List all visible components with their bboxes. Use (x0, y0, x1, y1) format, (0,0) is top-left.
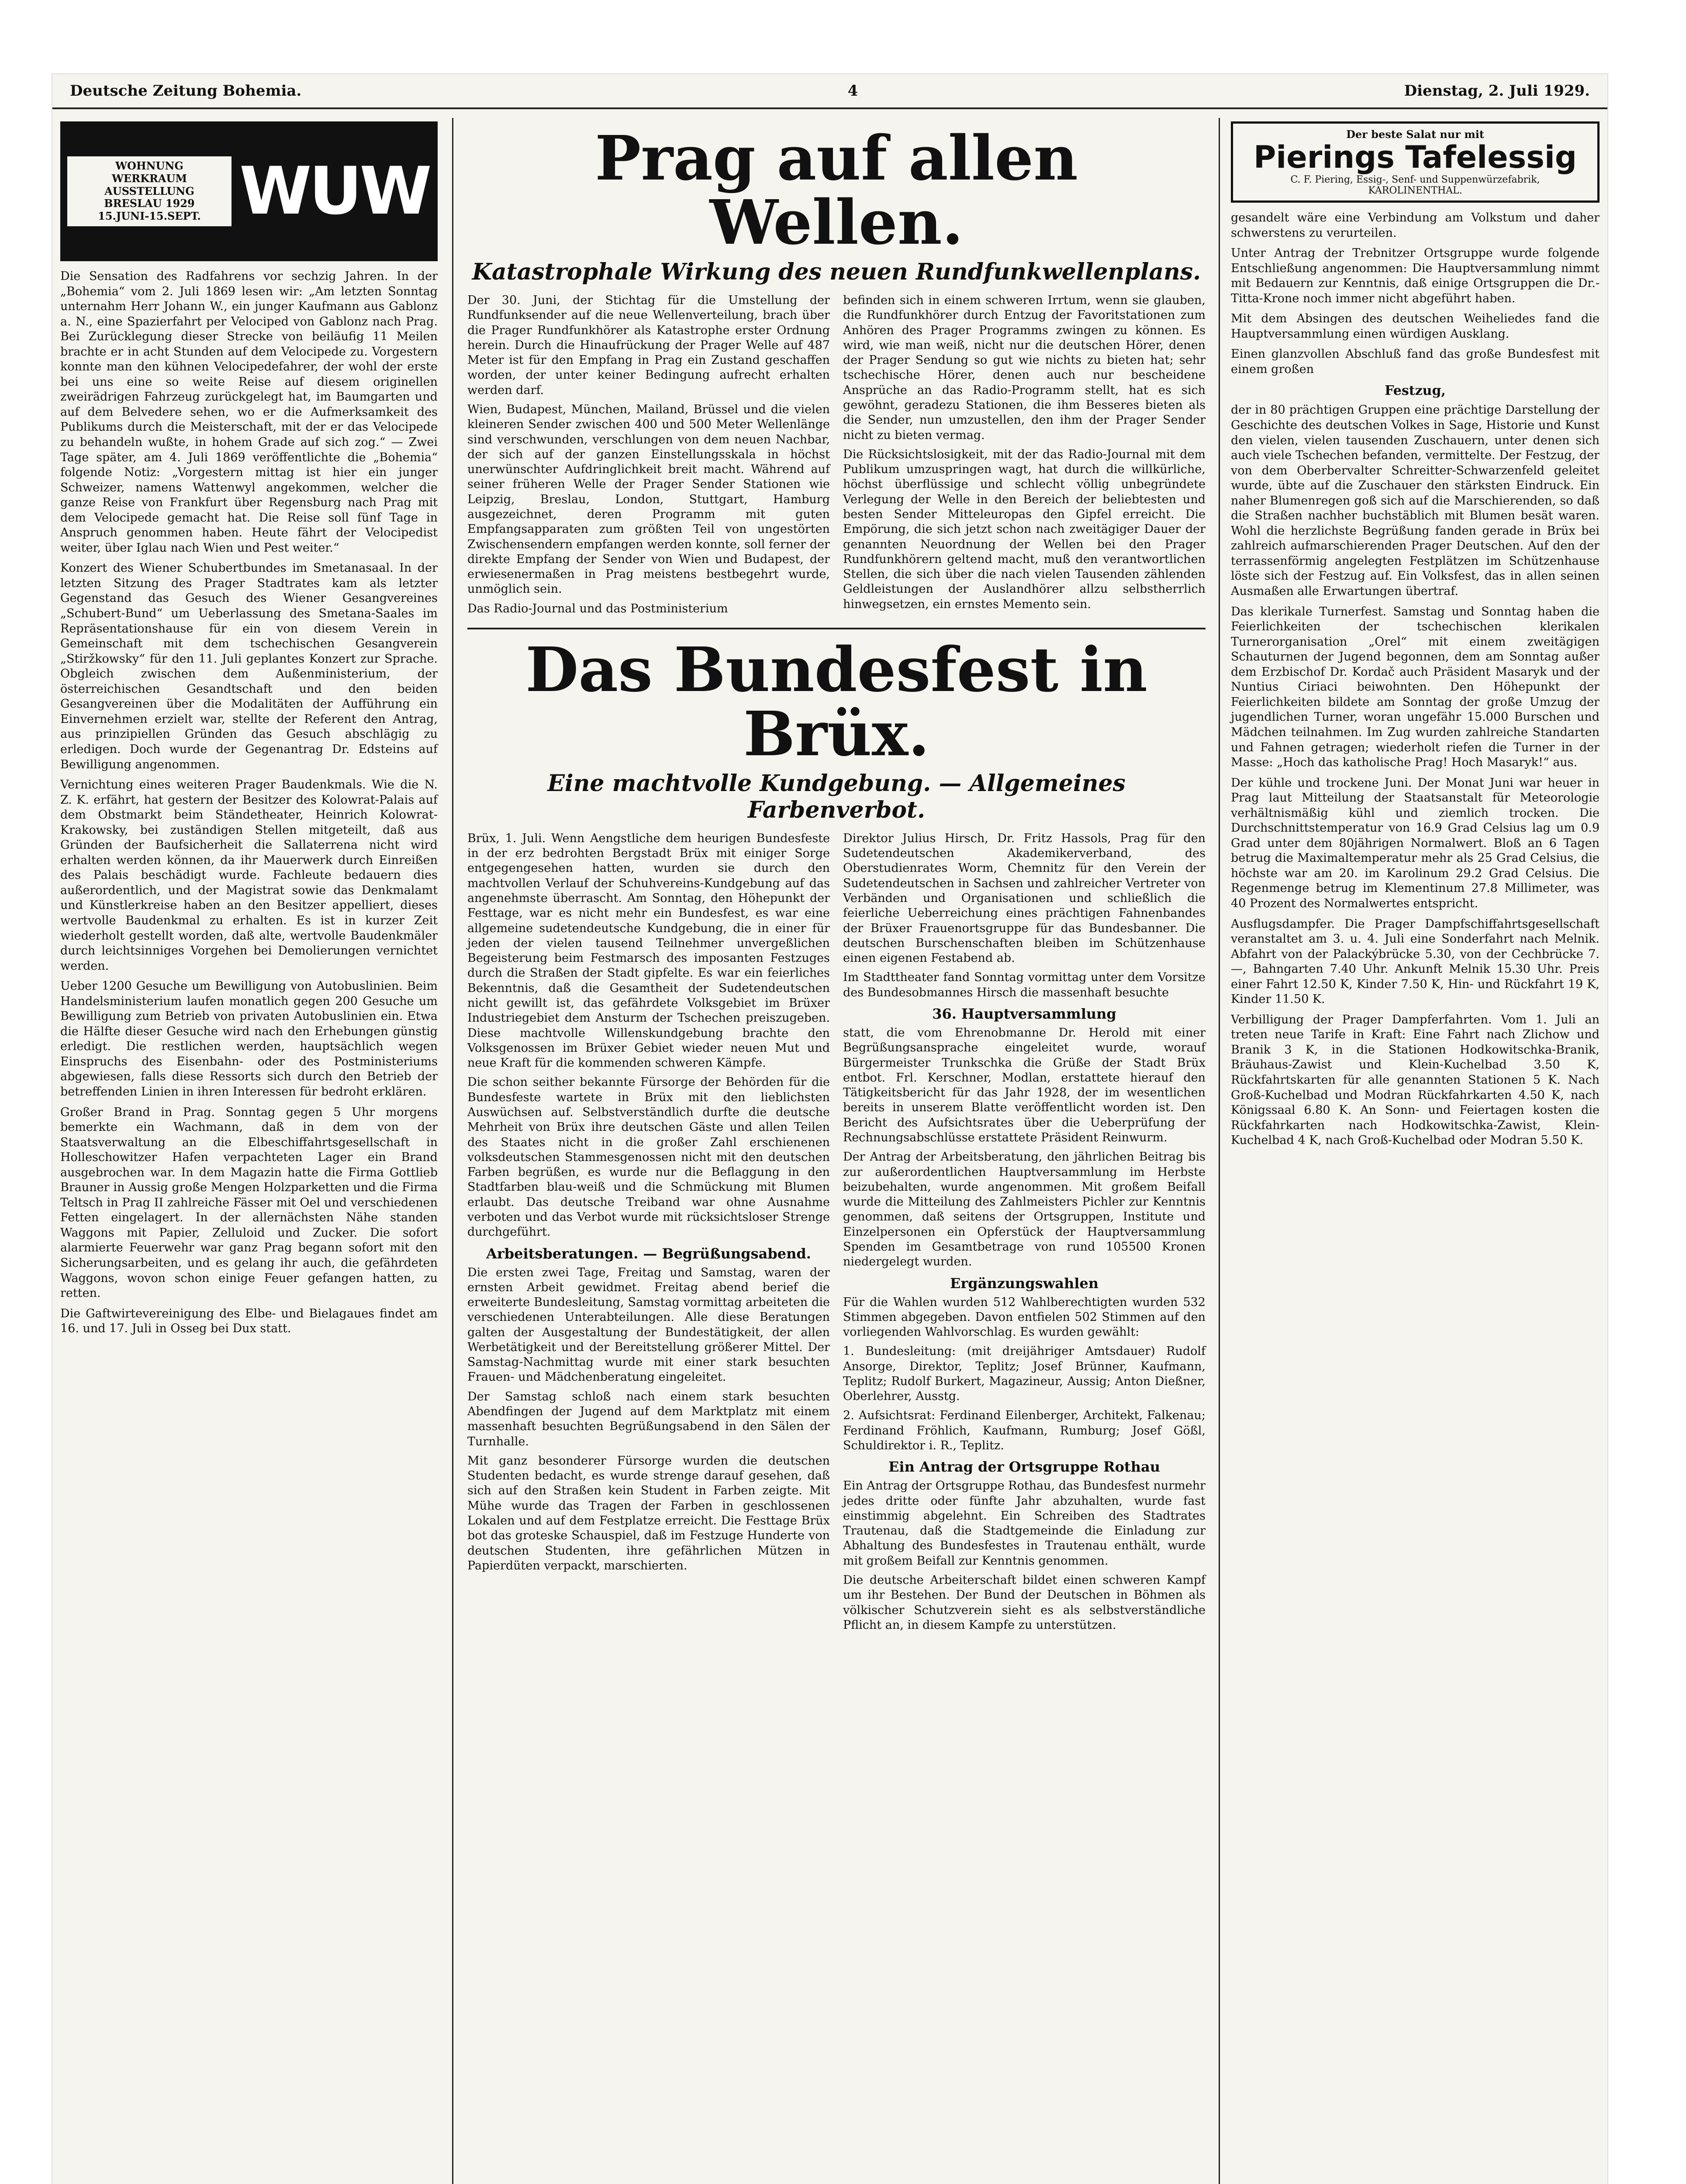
article-paragraph: Die Sensation des Radfahrens vor sechzig Jahren. In der „Bohemia“ vom 2. Juli 1869 lesen wir: „Am letzten Sonntag unternahm Herr Johann W., ein junger Kaufmann aus Gablonz a. N., eine Spazierfahrt per Velociped von Gablonz nach Prag. Bei Zurücklegung dieser Strecke von beiläufig 11 Meilen brachte er in acht Stunden auf dem Velocipede zu. Vorgestern konnte man den kühnen Velocipedefahrer, der wohl der erste bei uns eine so weite Reise auf diesem originellen zweirädrigen Fahrzeug zurückgelegt hat, im Baumgarten und auf dem Belvedere sehen, wo er die Aufmerksamkeit des Publikums durch die Meisterschaft, mit der er das Velocipede zu behandeln wußte, in hohem Grade auf sich zog.“ — Zwei Tage später, am 4. Juli 1869 veröffentlichte die „Bohemia“ folgende Notiz: „Vorgestern mittag ist hier ein junger Schweizer, namens Wattenwyl angekommen, welcher die ganze Reise von Frankfurt über Regensburg nach Prag mit dem Velocipede gemacht hat. Die Reise soll fünf Tage in Anspruch genommen haben. Heute fährt der Velocipedist weiter, über Iglau nach Wien und Pest weiter.“ (60, 270, 438, 555)
headline-bundesfest: Das Bundesfest in Brüx. (525, 634, 1147, 770)
article-paragraph: Der Samstag schloß nach einem stark besuchten Abendfingen der Jugend auf dem Marktplatz mit einem massenhaft besuchten Begrüßungsabend in den Sälen der Turnhalle. (467, 1389, 830, 1448)
article-paragraph: Ueber 1200 Gesuche um Bewilligung von Autobuslinien. Beim Handelsministerium laufen monatlich gegen 200 Gesuche um Bewilligung zum Betrieb von privaten Autobuslinien ein. Etwa die Hälfte dieser Gesuche wird nach den Erhebungen günstig erledigt. Die restlichen werden, hauptsächlich wegen Einspruchs des Eisenbahn- oder des Postministeriums abgewiesen, falls diese Ressorts sich durch den Betrieb der betreffenden Linien in ihren Interessen für bedroht erklären. (60, 979, 438, 1099)
ad-line: WOHNUNG (115, 159, 183, 172)
headline-radio: Prag auf allen Wellen. (595, 123, 1078, 259)
article-paragraph: Für die Wahlen wurden 512 Wahlberechtigten wurden 532 Stimmen abgegeben. Davon entfielen 502 Stimmen auf den vorliegenden Wahlvorschlag. Es wurden gewählt: (843, 1295, 1206, 1339)
article-paragraph: Der kühle und trockene Juni. Der Monat Juni war heuer in Prag laut Mitteilung der Staatsanstalt für Meteorologie verhältnismäßig kühl und ziemlich trocken. Die Durchschnittstemperatur von 16.9 Grad Celsius lag um 0.9 Grad unter dem 80jährigen Normalwert. Bloß an 6 Tagen betrug die Maximaltemperatur mehr als 25 Grad Celsius, die höchste war am 20. im Karolinum 29.2 Grad Celsius. Die Regenmenge betrug im Klementinum 27.8 Millimeter, was 40 Prozent des Normalwertes entspricht. (1231, 776, 1600, 910)
article-paragraph: Die schon seither bekannte Fürsorge der Behörden für die Bundesfeste wartete in Brüx mit den lieblichsten Auswüchsen auf. Selbstverständlich durfte die deutsche Mehrheit von Brüx ihre deutschen Gäste und allen Teilen des Staates nicht in die großer Zahl erschienenen volksdeutschen Stammesgenossen nicht mit den deutschen Farben begrüßen, es wurde nur die Beflaggung in den Stadtfarben blau-weiß und die Schmückung mit Blumen erlaubt. Das deutsche Treiband war ohne Ausnahme verboten und das Verbot wurde mit rücksichtsloser Strenge durchgeführt. (467, 1075, 830, 1239)
subheadline-radio: Katastrophale Wirkung des neuen Rundfunkwellenplans. (472, 259, 1201, 285)
radio-article (467, 293, 1206, 621)
bundesfest-col1 (467, 831, 830, 1637)
article-paragraph: Verbilligung der Prager Dampferfahrten. Vom 1. Juli an treten neue Tarife in Kraft: Eine Fahrt nach Zlichow und Branik 3 K, in die Stationen Hodkowitschka-Branik, Bräuhaus-Zawist und Klein-Kuchelbad 3.50 K, Rückfahrtskarten für alle genannten Stationen 5 K. Nach Groß-Kuchelbad und Modran Rückfahrkarten 4.50 K, nach Königssaal 6.80 K. An Sonn- und Feiertagen kosten die Rückfahrkarten nach Hodkowitschka-Zawist, Klein-Kuchelbad 4 K, nach Groß-Kuchelbad oder Modran 5.50 K. (1231, 1013, 1600, 1147)
vinegar-ad-brand: Pierings Tafelessig (1253, 139, 1577, 175)
exhibition-logo: WUW (239, 153, 429, 229)
subheadline-bundesfest: Eine machtvolle Kundgebung. — Allgemeines Farbenverbot. (547, 770, 1126, 823)
section-heading: Ein Antrag der Ortsgruppe Rothau (888, 1458, 1160, 1476)
article-paragraph: Mit dem Absingen des deutschen Weiheliedes fand die Hauptversammlung einen würdigen Ausklang. (1231, 312, 1600, 341)
article-paragraph: Das Radio-Journal und das Postministerium (467, 601, 728, 615)
article-paragraph: Mit ganz besonderer Fürsorge wurden die deutschen Studenten bedacht, es wurde strenge darauf gesehen, daß sich auf den Straßen kein Student in Farben zeigte. Mit Mühe wurde das Tragen der Farben in geschlossenen Lokalen und auf dem Festplatze erreicht. Die Festtage Brüx bot das groteske Schauspiel, daß im Festzuge Hunderte von deutschen Studenten, ihre gefährlichen Mützen in Papierdüten verpackt, marschierten. (467, 1454, 830, 1572)
article-paragraph: Ausflugsdampfer. Die Prager Dampfschiffahrtsgesellschaft veranstaltet am 3. u. 4. Juli eine Sonderfahrt nach Melnik. Abfahrt von der Palackýbrücke 5.30, von der Cechbrücke 7.—, Bahngarten 7.40 Uhr. Ankunft Melnik 15.30 Uhr. Preis einer Fahrt 12.50 K, Kinder 7.50 K, Hin- und Rückfahrt 19 K, Kinder 11.50 K. (1231, 917, 1600, 1006)
section-heading: Festzug, (1385, 383, 1446, 399)
column-divider (1219, 118, 1220, 2184)
radio-article-col1 (467, 293, 830, 621)
article-paragraph: der in 80 prächtigen Gruppen eine prächtige Darstellung der Geschichte des deutschen Volkes in Sage, Historie und Kunst den vielen, vielen tausenden Zuschauern, unter denen sich auch viele Tschechen befanden, vermittelte. Der Festzug, der von dem Oberbervalter Schreitter-Schwarzenfeld geleitet wurde, übte auf die Zuschauer den stärksten Eindruck. Ein naher Blumenregen goß sich auf die Marschierenden, so daß die Straßen nachher buchstäblich mit Blumen besät waren. Wohl die herzlichste Begrüßung fanden gerade in Brüx bei zahlreich aufmarschierenden Prager Deutschen. Auf den der terrassenförmig angelegten Festplätzen im Schützenhause löste sich der Festzug auf. Ein Volksfest, das in allen seinen Ausmaßen alle Erwartungen übertraf. (1231, 403, 1600, 598)
article-paragraph: Direktor Julius Hirsch, Dr. Fritz Hassols, Prag für den Sudetendeutschen Akademikerverband, des Oberstudienrates Worm, Chemnitz für den Verein der Sudetendeutschen in Sachsen und zahlreicher Vertreter von Verbänden und Organisationen und schließlich die feierliche Ueberreichung eines prächtigen Fahnenbandes der Brüxer Frauenortsgruppe für das Bundesbanner. Die deutschen Burschenschaften bleiben im Schützenhause einen eigenen Festabend ab. (843, 831, 1206, 965)
article-paragraph: statt, die vom Ehrenobmanne Dr. Herold mit einer Begrüßungsansprache eingeleitet wurde, worauf Bürgermeister Trunkschka die Grüße der Stadt Brüx entbot. Frl. Kerschner, Modlan, erstattete hierauf den Tätigkeitsbericht für das Jahr 1928, der im wesentlichen bereits in unserem Blatte veröffentlicht worden ist. Den Bericht des Aufsichtsrates über die Ueberprüfung der Rechnungsabschlüsse erstattete Präsident Reinwurm. (843, 1026, 1206, 1144)
article-paragraph: Einen glanzvollen Abschluß fand das große Bundesfest mit einem großen (1231, 347, 1600, 376)
center-column (459, 118, 1214, 2184)
article-paragraph: 2. Aufsichtsrat: Ferdinand Eilenberger, Architekt, Falkenau; Ferdinand Fröhlich, Kaufmann, Rumburg; Josef Gößl, Schuldirektor i. R., Teplitz. (843, 1409, 1206, 1453)
article-paragraph: Vernichtung eines weiteren Prager Baudenkmals. Wie die N. Z. K. erfährt, hat gestern der Besitzer des Kolowrat-Palais auf dem Obstmarkt beim Ständetheater, Heinrich Kolowrat-Krakowsky, bei zuständigen Stellen mitgeteilt, daß aus Gründen der Baufsicherheit die Sallaterrena nicht wird erhalten werden können, da ihr Mauerwerk durch Einreißen des Palais beschädigt wurde. Fachleute bedauern dies außerordentlich, und der Magistrat sowie das Denkmalamt und Künstlerkreise haben an den Besitzer appelliert, dieses wertvolle Baudenkmal zu erhalten. Es ist in kurzer Zeit wiederholt gestellt worden, daß alte, wertvolle Baudenkmäler durch leichtsinniges Vorgehen bei Demolierungen vernichtet werden. (60, 778, 438, 973)
article-paragraph: Die ersten zwei Tage, Freitag und Samstag, waren der ernsten Arbeit gewidmet. Freitag abend berief die erweiterte Bundesleitung, Samstag vormittag arbeiteten die verschiedenen Unterabteilungen. Alle diese Beratungen galten der Ausgestaltung der Bundestätigkeit, der allen Werbetätigkeit und der Bereitstellung größerer Mittel. Der Samstag-Nachmittag wurde mit einer stark besuchten Frauen- und Mädchenberatung eingeleitet. (467, 1265, 830, 1384)
article-paragraph: Unter Antrag der Trebnitzer Ortsgruppe wurde folgende Entschließung angenommen: Die Hauptversammlung nimmt mit Bedauern zur Kenntnis, daß einige Ortsgruppen die Dr.-Titta-Krone noch immer nicht abgeführt haben. (1231, 246, 1600, 305)
masthead-title: Deutsche Zeitung Bohemia. (70, 82, 302, 100)
ad-line: WERKRAUM (111, 172, 187, 185)
article-paragraph: befinden sich in einem schweren Irrtum, wenn sie glauben, die Rundfunkhörer durch Entzug der Favoritstationen zum Anhören des Prager Programms zwingen zu können. Es wird, wie man weiß, nicht nur die deutschen Hörer, denen der Prager Sendung so gut wie nichts zu bieten hat; sehr tschechische Hörer, denen auch nur bescheidene Ansprüche an das Radio-Programm stellt, hat es sich gewöhnt, geradezu Stationen, die ihm Besseres bieten als die Sender, nun umzustellen, den ihm der Prager Sender nicht zu bieten vermag. (843, 294, 1206, 442)
article-paragraph: 1. Bundesleitung: (mit dreijähriger Amtsdauer) Rudolf Ansorge, Direktor, Teplitz; Josef Brünner, Kaufmann, Teplitz; Rudolf Burkert, Magazineur, Aussig; Anton Dießner, Oberlehrer, Ausstg. (843, 1344, 1206, 1403)
article-paragraph: Der 30. Juni, der Stichtag für die Umstellung der Rundfunksender auf die neue Wellenverteilung, brach über die Prager Rundfunkhörer als Katastrophe erster Ordnung herein. Durch die Hinaufrückung der Prager Welle auf 487 Meter ist für den Empfang in Prag ein Zustand geschaffen worden, der unter keiner Bedingung aufrecht erhalten werden darf. (467, 294, 830, 397)
article-paragraph: Großer Brand in Prag. Sonntag gegen 5 Uhr morgens bemerkte ein Wachmann, daß in dem von der Staatsverwaltung an die Elbeschiffahrtsgesellschaft in Holleschowitzer Hafen verpachteten Lager ein Brand ausgebrochen war. In dem Magazin hatte die Firma Gottlieb Brauner in Aussig große Mengen Holzparketten und die Firma Teltsch in Prag II zahlreiche Fässer mit Oel und verschiedenen Fetten eingelagert. In der allernächsten Nähe standen Waggons mit Papier, Zelluloid und Zucker. Die sofort alarmierte Feuerwehr war ganz Prag begann sofort mit den Sicherungsarbeiten, und es gelang ihr auch, die gefährdeten Waggons, wovon schon einige Feuer gefangen hatten, zu retten. (60, 1105, 438, 1300)
left-column (52, 118, 446, 2184)
masthead (52, 74, 1607, 109)
article-paragraph: Die deutsche Arbeiterschaft bildet einen schweren Kampf um ihr Bestehen. Der Bund der Deutschen in Böhmen als völkischer Schutzverein sieht es als selbstverständliche Pflicht an, in diesem Kampfe zu unterstützen. (843, 1573, 1206, 1632)
ad-line: BRESLAU 1929 (104, 197, 195, 210)
article-paragraph: gesandelt wäre eine Verbindung am Volkstum und daher schwerstens zu verurteilen. (1231, 211, 1600, 240)
article-paragraph: Im Stadttheater fand Sonntag vormittag unter dem Vorsitze des Bundesobmannes Hirsch die massenhaft besuchte (843, 971, 1206, 999)
right-column (1223, 118, 1607, 2184)
article-paragraph: Der Antrag der Arbeitsberatung, den jährlichen Beitrag bis zur außerordentlichen Hauptversammlung im Herbste beizubehalten, wurde angenommen. Mit großem Beifall wurde die Mitteilung des Zahlmeisters Pichler zur Kenntnis genommen, daß seitens der Ortsgruppen, Institute und Einzelpersonen ein Opferstück der Hauptversammlung Spenden im Gesamtbetrage von rund 105500 Kronen niedergelegt wurden. (843, 1150, 1206, 1269)
section-heading: Arbeitsberatungen. — Begrüßungsabend. (486, 1245, 811, 1262)
section-heading: Ergänzungswahlen (950, 1275, 1099, 1292)
article-paragraph: Das klerikale Turnerfest. Samstag und Sonntag haben die Feierlichkeiten der tschechischen klerikalen Turnerorganisation „Orel“ mit einem zweitägigen Schauturnen der Jugend begonnen, dem am Sonntag außer dem Erzbischof Dr. Kordač auch Präsident Masaryk und der Nuntius Ciriaci beiwohnten. Den Höhepunkt der Feierlichkeiten bildete am Sonntag der große Umzug der jugendlichen Turner, woran ungefähr 15.000 Burschen und Mädchen teilnahmen. Im Zug wurden zahlreiche Standarten und Fahnen getragen; wiederholt riefen die Turner in der Masse: „Hoch das katholische Prag! Hoch Masaryk!“ aus. (1231, 605, 1600, 770)
article-paragraph: Wien, Budapest, München, Mailand, Brüssel und die vielen kleineren Sender zwischen 400 und 500 Meter Wellenlänge sind verschwunden, verschlungen von dem neuen Nachbar, der sich auf der ganzen Einstellungsskala in höchst unerwünschter Aufdringlichkeit breit macht. Während auf seiner früheren Welle der Prager Sender Stationen wie Leipzig, Breslau, London, Stuttgart, Hamburg ausgezeichnet, deren Programm mit guten Empfangsapparaten zum größten Teil von ungestörten Zwischensendern empfangen werden konnte, soll ferner der direkte Empfang der Sender von Wien und Budapest, der erwiesenermaßen in Prag meistens bestbegehrt wurde, unmöglich sein. (467, 402, 830, 596)
ad-line: 15.JUNI-15.SEPT. (98, 210, 201, 223)
vinegar-ad-line1: C. F. Piering, Essig-, Senf- und Suppenwürzefabrik, (1290, 174, 1540, 185)
exhibition-ad-text (67, 156, 231, 226)
section-heading: 36. Hauptversammlung (932, 1006, 1116, 1022)
vinegar-ad-line2: KAROLINENTHAL. (1368, 185, 1462, 196)
article-paragraph: Die Rücksichtslosigkeit, mit der das Radio-Journal mit dem Publikum umzuspringen wagt, hat durch die willkürliche, höchst überflüssige und schlecht völlig unbegründete Verlegung der Welle in den Bereich der beliebtesten und besten Sender Mitteleuropas den Gipfel erreicht. Die Empörung, die sich jetzt schon nach zweitägiger Dauer der genannten Neuordnung der Wellen bei den Prager Rundfunkhörern geltend macht, muß den verantwortlichen Stellen, die sich über die nach vielen Tausenden zählenden Geldleistungen der Auslandhörer allzu selbstherrlich hinwegsetzen, ein ernstes Memento sein. (843, 447, 1206, 611)
article-paragraph: Ein Antrag der Ortsgruppe Rothau, das Bundesfest nurmehr jedes dritte oder fünfte Jahr abzuhalten, wurde fast einstimmig abgelehnt. Ein Schreiben des Stadtrates Trautenau, daß die Stadtgemeinde die Einladung zur Abhaltung des Bundesfestes in Trautenau enthält, wurde mit großem Beifall zur Kenntnis genommen. (843, 1479, 1206, 1568)
bundesfest-article (467, 831, 1206, 1637)
newspaper-page (52, 74, 1607, 2184)
article-paragraph: Konzert des Wiener Schubertbundes im Smetanasaal. In der letzten Sitzung des Prager Stadtrates kam als letzter Gegenstand das Gesuch des Wiener Gesangvereines „Schubert-Bund“ um Ueberlassung des Smetana-Saales im Repräsentationshause für ein von diesem Verein in Gemeinschaft mit dem tschechischen Gesangverein „Stiržkowsky“ für den 11. Juli geplantes Konzert zur Sprache. Obgleich zwischen dem Außenministerium, der österreichischen Gesandtschaft und den beiden Gesangvereinen über die Modalitäten der Aufführung ein Einvernehmen erzielt war, stellte der Referent den Antrag, aus prinzipiellen Gründen das Gesuch abschlägig zu erledigen. Doch wurde der Gegenantrag Dr. Edsteins auf Bewilligung angenommen. (60, 561, 438, 771)
page-number: 4 (847, 82, 858, 100)
bundesfest-col2 (843, 831, 1206, 1637)
ad-line: AUSSTELLUNG (104, 184, 194, 197)
section-divider (467, 628, 1206, 629)
vinegar-ad (1231, 121, 1600, 203)
radio-article-col2 (843, 293, 1206, 621)
masthead-date: Dienstag, 2. Juli 1929. (1404, 82, 1590, 100)
exhibition-ad (60, 121, 438, 261)
article-paragraph: Brüx, 1. Juli. Wenn Aengstliche dem heurigen Bundesfeste in der erz bedrohten Bergstadt Brüx mit einiger Sorge entgegengesehen hatten, wurden sie durch den machtvollen Verlauf der Schuhvereins-Kundgebung auf das angenehmste überrascht. Am Sonntag, den Höhepunkt der Festtage, war es nicht mehr ein Bundesfest, es war eine allgemeine sudetendeutsche Kundgebung, die in einer für jeden der vielen tausend Teilnehmer unvergeßlichen Begeisterung beim Festmarsch des imposanten Festzuges durch die Straßen der Stadt gipfelte. Es war ein feierliches Bekenntnis, daß die Gesamtheit der Sudetendeutschen nicht gewillt ist, das gefährdete Volksgebiet im Brüxer Industriegebiet dem Ansturm der Tschechen preiszugeben. Diese machtvolle Willenskundgebung brachte den Volksgenossen im Brüxer Gebiet wieder neuen Mut und neue Kraft für die kommenden schweren Kämpfe. (467, 831, 830, 1070)
column-divider (452, 118, 453, 2184)
vinegar-ad-top: Der beste Salat nur mit (1346, 128, 1484, 141)
article-paragraph: Die Gaftwirtevereinigung des Elbe- und Bielagaues findet am 16. und 17. Juli in Osseg bei Dux statt. (60, 1306, 438, 1336)
